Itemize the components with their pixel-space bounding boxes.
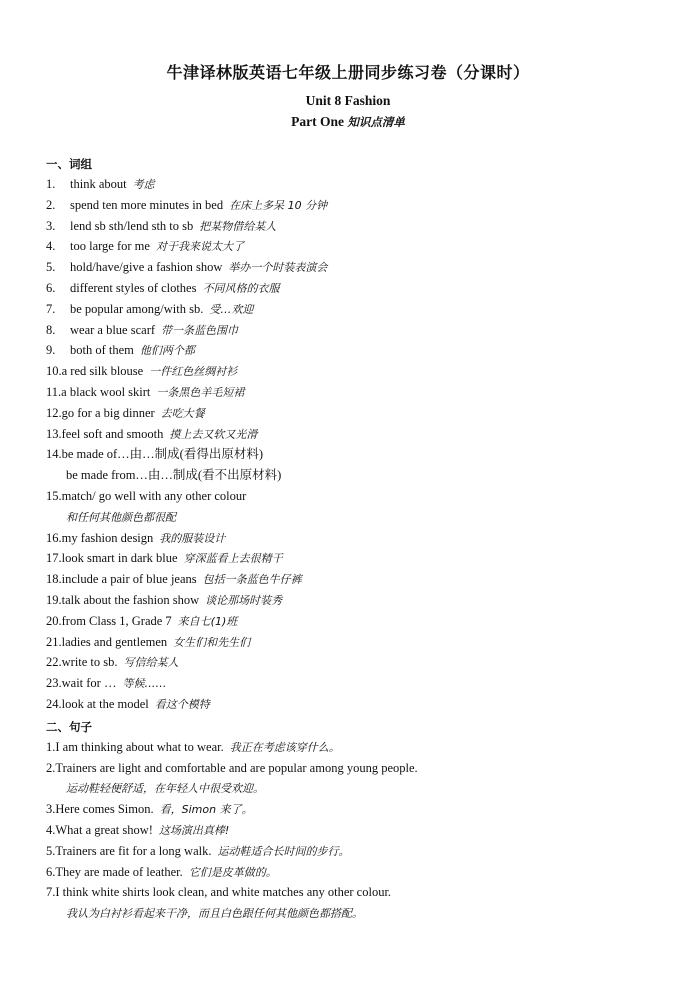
phrase-number: 12.: [46, 405, 62, 420]
sentence-number: 4.: [46, 823, 56, 837]
phrase-english: write to sb.: [61, 655, 118, 670]
phrase-number: 14.: [46, 447, 62, 462]
phrase-item: [46, 218, 276, 235]
phrase-number: 16.: [46, 530, 62, 545]
section-heading-sentences: 二、句子: [46, 719, 92, 734]
phrase-number: 24.: [46, 697, 62, 711]
page-title: 牛津译林版英语七年级上册同步练习卷（分课时）: [166, 63, 530, 82]
phrase-item: [46, 675, 166, 692]
phrase-english: be popular among/with sb.: [70, 301, 204, 316]
phrase-number: 2.: [46, 197, 56, 212]
sentence-english: I think white shirts look clean, and white matches any other colour.: [55, 885, 392, 900]
phrase-chinese: 看这个模特: [154, 698, 210, 711]
phrase-english: match/ go well with any other colour: [61, 489, 247, 503]
sentence-english: Here comes Simon.: [55, 802, 154, 817]
sentence-number: 3.: [46, 802, 56, 817]
phrase-chinese: 等候……: [122, 677, 167, 691]
sentence-english: I am thinking about what to wear.: [55, 739, 224, 754]
phrase-number: 22.: [46, 655, 62, 670]
phrase-english: from Class 1, Grade 7: [61, 613, 172, 628]
sentence-english: Trainers are light and comfortable and are popular among young people.: [55, 760, 418, 775]
phrase-english: be made from…由…制成(看不出原材料): [66, 468, 282, 483]
phrase-english: talk about the fashion show: [61, 593, 200, 607]
phrase-english: different styles of clothes: [70, 281, 197, 295]
phrase-chinese: 来自七(1)班: [177, 614, 238, 628]
phrase-item: [46, 176, 155, 193]
phrase-item: [46, 550, 283, 567]
phrase-number: 3.: [46, 218, 56, 233]
phrase-item: [46, 301, 253, 318]
phrase-chinese: 举办一个时装表演会: [228, 261, 328, 275]
sentence-item: [46, 843, 349, 860]
part-title-en: Part One: [291, 114, 344, 129]
sentence-item: [66, 905, 363, 922]
sentence-chinese: 我正在考虑该穿什么。: [229, 740, 340, 754]
phrase-english: be made of…由…制成(看得出原材料): [61, 447, 263, 462]
sentence-chinese: 运动鞋轻便舒适，在年轻人中很受欢迎。: [66, 782, 264, 796]
phrase-number: 13.: [46, 426, 62, 441]
phrase-chinese: 在床上多呆 10 分钟: [229, 198, 328, 212]
sentence-item: [66, 780, 264, 797]
phrase-item: [66, 467, 281, 483]
phrase-number: 5.: [46, 260, 56, 275]
phrase-english: look smart in dark blue: [61, 551, 178, 566]
sentence-item: [46, 760, 418, 776]
phrase-number: 21.: [46, 634, 62, 649]
phrase-number: 9.: [46, 343, 56, 358]
phrase-number: 19.: [46, 593, 62, 607]
phrase-number: 6.: [46, 281, 56, 295]
sentence-number: 7.: [46, 885, 56, 900]
phrase-number: 17.: [46, 551, 62, 566]
sentence-chinese: 这场演出真棒!: [158, 824, 230, 837]
phrase-item: [46, 696, 210, 713]
phrase-item: [46, 259, 327, 276]
sentence-chinese: 它们是皮革做的。: [188, 865, 277, 879]
phrase-english: lend sb sth/lend sth to sb: [70, 218, 194, 233]
phrase-item: [46, 654, 179, 671]
phrase-chinese: 一条黑色羊毛短裙: [156, 386, 245, 399]
sentence-item: [46, 739, 340, 756]
phrase-chinese: 我的服装设计: [159, 531, 226, 545]
sentence-chinese: 运动鞋适合长时间的步行。: [217, 844, 350, 858]
sentence-item: [46, 864, 277, 881]
sentence-chinese: 看，Simon 来了。: [159, 803, 253, 817]
phrase-chinese: 女生们和先生们: [173, 635, 251, 649]
phrase-chinese: 受…欢迎: [209, 302, 254, 316]
unit-title: Unit 8 Fashion: [305, 93, 391, 108]
phrase-english: my fashion design: [61, 530, 154, 545]
phrase-chinese: 和任何其他颜色都很配: [66, 510, 176, 524]
phrase-english: spend ten more minutes in bed: [70, 197, 224, 212]
phrase-item: [46, 592, 282, 609]
phrase-item: [46, 342, 195, 359]
phrase-item: [66, 509, 176, 526]
phrase-chinese: 不同风格的衣服: [202, 282, 280, 295]
sentence-number: 6.: [46, 864, 56, 879]
phrase-item: [46, 488, 246, 504]
phrase-english: wear a blue scarf: [70, 322, 156, 337]
phrase-chinese: 他们两个都: [139, 344, 195, 358]
phrase-chinese: 对于我来说太大了: [155, 240, 244, 254]
phrase-number: 7.: [46, 301, 56, 316]
sentence-item: [46, 822, 229, 839]
sentence-item: [46, 884, 391, 900]
phrase-number: 23.: [46, 676, 62, 691]
phrase-item: [46, 280, 279, 297]
phrase-number: 8.: [46, 322, 56, 337]
phrase-number: 18.: [46, 572, 62, 587]
phrase-item: [46, 446, 263, 462]
phrase-number: 20.: [46, 613, 62, 628]
phrase-chinese: 穿深蓝看上去很精干: [183, 552, 283, 566]
phrase-chinese: 包括一条蓝色牛仔裤: [202, 573, 302, 587]
phrase-english: look at the model: [61, 697, 149, 711]
sentence-item: [46, 801, 253, 818]
phrase-number: 10.: [46, 364, 62, 379]
phrase-item: [46, 384, 244, 401]
phrase-item: [46, 238, 244, 255]
phrase-chinese: 摸上去又软又光滑: [169, 427, 258, 441]
phrase-number: 11.: [46, 385, 62, 399]
phrase-english: both of them: [70, 343, 134, 358]
sentence-english: What a great show!: [55, 823, 153, 837]
phrase-item: [46, 197, 327, 214]
phrase-item: [46, 530, 225, 547]
sentence-chinese: 我认为白衬衫看起来干净，而且白色跟任何其他颜色都搭配。: [66, 907, 363, 921]
phrase-english: think about: [70, 177, 127, 191]
phrase-item: [46, 426, 257, 443]
sentence-number: 1.: [46, 739, 56, 754]
phrase-chinese: 一件红色丝绸衬衫: [149, 365, 238, 379]
phrase-english: too large for me: [70, 239, 150, 254]
phrase-english: ladies and gentlemen: [61, 634, 168, 649]
phrase-english: a red silk blouse: [61, 364, 144, 379]
phrase-number: 4.: [46, 239, 56, 254]
phrase-item: [46, 322, 238, 339]
sentence-number: 5.: [46, 843, 56, 858]
phrase-item: [46, 613, 237, 630]
phrase-chinese: 写信给某人: [123, 656, 179, 670]
phrase-chinese: 去吃大餐: [160, 406, 205, 420]
phrase-item: [46, 363, 237, 380]
part-title: [0, 114, 696, 130]
phrase-chinese: 谈论那场时装秀: [205, 594, 283, 607]
phrase-chinese: 考虑: [132, 178, 155, 191]
phrase-chinese: 把某物借给某人: [199, 219, 277, 233]
phrase-english: hold/have/give a fashion show: [70, 260, 223, 275]
phrase-english: go for a big dinner: [61, 405, 155, 420]
phrase-english: a black wool skirt: [61, 385, 151, 399]
phrase-item: [46, 405, 205, 422]
phrase-chinese: 带一条蓝色围巾: [161, 323, 239, 337]
phrase-english: feel soft and smooth: [61, 426, 164, 441]
phrase-number: 15.: [46, 489, 62, 503]
phrase-item: [46, 634, 250, 651]
phrase-english: wait for …: [61, 676, 117, 691]
phrase-item: [46, 571, 302, 588]
section-heading-phrases: 一、词组: [46, 157, 92, 171]
sentence-number: 2.: [46, 760, 56, 775]
part-title-cn: 知识点清单: [347, 115, 405, 129]
sentence-english: They are made of leather.: [55, 864, 183, 879]
sentence-english: Trainers are fit for a long walk.: [55, 843, 212, 858]
phrase-english: include a pair of blue jeans: [61, 572, 197, 587]
phrase-number: 1.: [46, 177, 56, 191]
